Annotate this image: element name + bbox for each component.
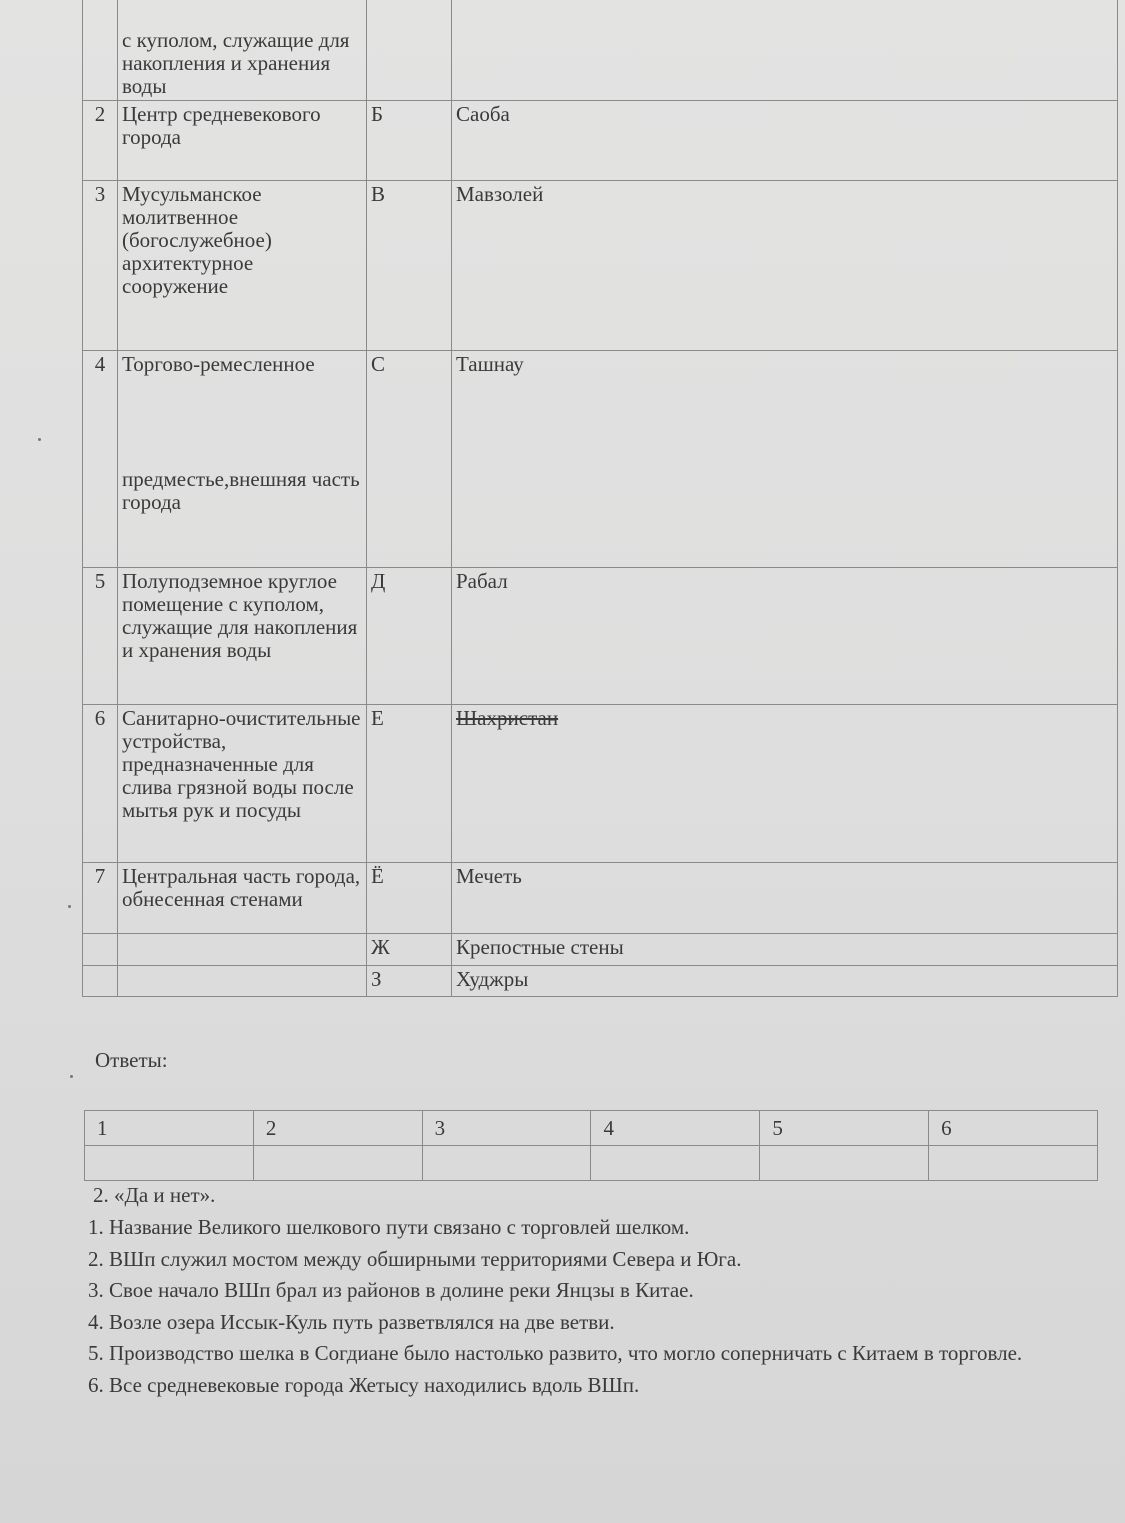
row-term: Мечеть — [452, 863, 1118, 934]
answer-cell[interactable] — [253, 1146, 422, 1181]
row-term: Шахристан — [452, 705, 1118, 863]
answers-blank-row — [85, 1146, 1098, 1181]
row-number — [83, 934, 118, 966]
statement-item: 6. Все средневековые города Жетысу находились вдоль ВШп. — [88, 1372, 640, 1397]
matching-row — [83, 0, 1118, 101]
row-number: 3 — [83, 181, 118, 351]
row-description: Центр средневекового города — [118, 101, 367, 181]
row-letter: С — [367, 351, 452, 568]
matching-table — [82, 0, 1118, 997]
matching-row — [83, 966, 1118, 997]
row-term — [452, 0, 1118, 101]
statement-item: 4. Возле озера Иссык-Куль путь разветвлялся на две ветви. — [88, 1309, 615, 1334]
matching-row — [83, 705, 1118, 863]
row-description: с куполом, служащие для накопления и хранения воды — [118, 0, 367, 101]
answers-header-row — [85, 1111, 1098, 1146]
row-number: 6 — [83, 705, 118, 863]
matching-row — [83, 181, 1118, 351]
row-term: Рабал — [452, 568, 1118, 705]
row-description — [118, 934, 367, 966]
row-term: Мавзолей — [452, 181, 1118, 351]
row-letter: Д — [367, 568, 452, 705]
paper-speck — [70, 1075, 73, 1078]
answer-cell[interactable] — [591, 1146, 760, 1181]
answers-header-cell: 6 — [929, 1111, 1098, 1146]
matching-row — [83, 934, 1118, 966]
answer-cell[interactable] — [760, 1146, 929, 1181]
row-description: Центральная часть города, обнесенная стенами — [118, 863, 367, 934]
answer-cell[interactable] — [929, 1146, 1098, 1181]
row-letter: Е — [367, 705, 452, 863]
paper-speck — [68, 905, 71, 908]
row-letter: З — [367, 966, 452, 997]
row-description: Санитарно-очистительные устройства, предназначенные для слива грязной воды после мытья рук и посуды — [118, 705, 367, 863]
row-number: 4 — [83, 351, 118, 568]
row-description: Мусульманское молитвенное (богослужебное) архитектурное сооружение — [118, 181, 367, 351]
row-term: Ташнау — [452, 351, 1118, 568]
answers-label: Ответы: — [95, 1048, 168, 1072]
statement-item: 1. Название Великого шелкового пути связано с торговлей шелком. — [88, 1215, 690, 1239]
row-number: 5 — [83, 568, 118, 705]
row-term: Саоба — [452, 101, 1118, 181]
statement-list — [88, 1212, 1113, 1401]
row-description: Полуподземное круглое помещение с куполом, служащие для накопления и хранения воды — [118, 568, 367, 705]
paper-speck — [38, 438, 41, 441]
row-number: 2 — [83, 101, 118, 181]
statement-item: 3. Свое начало ВШп брал из районов в долине реки Янцзы в Китае. — [88, 1278, 694, 1302]
matching-row — [83, 568, 1118, 705]
answer-cell[interactable] — [85, 1146, 254, 1181]
answer-cell[interactable] — [422, 1146, 591, 1181]
answers-header-cell: 3 — [422, 1111, 591, 1146]
row-description: Торгово-ремесленное предместье,внешняя часть города — [118, 351, 367, 568]
row-number — [83, 0, 118, 101]
row-letter: Б — [367, 101, 452, 181]
answers-header-cell: 5 — [760, 1111, 929, 1146]
row-number — [83, 966, 118, 997]
matching-row — [83, 863, 1118, 934]
task2-title: 2. «Да и нет». — [93, 1183, 216, 1207]
row-number: 7 — [83, 863, 118, 934]
row-letter: Ё — [367, 863, 452, 934]
row-letter: В — [367, 181, 452, 351]
matching-row — [83, 101, 1118, 181]
answers-header-cell: 2 — [253, 1111, 422, 1146]
row-term: Худжры — [452, 966, 1118, 997]
answers-header-cell: 4 — [591, 1111, 760, 1146]
row-description — [118, 966, 367, 997]
matching-row — [83, 351, 1118, 568]
row-term: Крепостные стены — [452, 934, 1118, 966]
statement-item: 5. Производство шелка в Согдиане было настолько развито, что могло соперничать с Китаем в торговле. — [88, 1341, 1023, 1365]
statement-item: 2. ВШп служил мостом между обширными территориями Севера и Юга. — [88, 1246, 742, 1271]
answers-table — [84, 1110, 1098, 1181]
row-letter: Ж — [367, 934, 452, 966]
row-letter — [367, 0, 452, 101]
answers-header-cell: 1 — [85, 1111, 254, 1146]
